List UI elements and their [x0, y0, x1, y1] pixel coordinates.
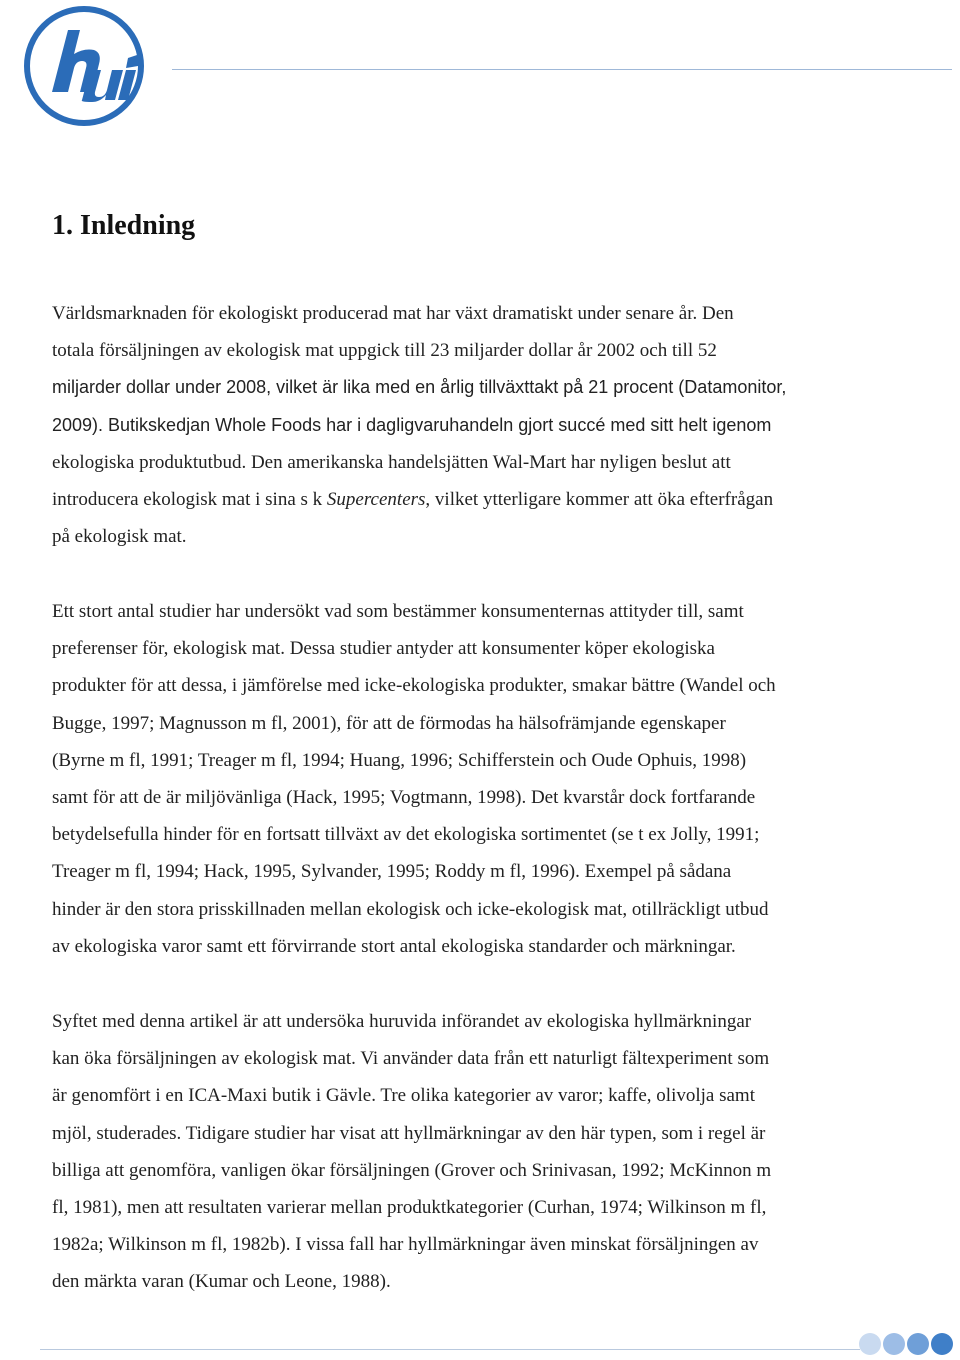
footer-rule: [40, 1349, 860, 1350]
text-line: [52, 481, 932, 518]
text-line: mjöl, studerades. Tidigare studier har visat att hyllmärkningar av den här typen, som i regel är: [52, 1122, 766, 1144]
text-line: Världsmarknaden för ekologiskt producerad mat har växt dramatiskt under senare år. Den: [52, 303, 734, 324]
text-line: produkter för att dessa, i jämförelse med icke-ekologiska produkter, smakar bättre (Wandel och: [52, 675, 776, 697]
text-line: Syftet med denna artikel är att undersöka huruvida införandet av ekologiska hyllmärkningar: [52, 1011, 752, 1032]
text-line: (Byrne m fl, 1991; Treager m fl, 1994; Huang, 1996; Schifferstein och Oude Ophuis, 1998): [52, 749, 747, 771]
text-line: betydelsefulla hinder för en fortsatt tillväxt av det ekologiska sortimentet (se t ex Jolly, 1991;: [52, 824, 760, 846]
footer-dots-ornament: [858, 1331, 958, 1357]
text-line: ekologiska produktutbud. Den amerikanska handelsjätten Wal-Mart har nyligen beslut att: [52, 451, 731, 473]
text-line: miljarder dollar under 2008, vilket är lika med en årlig tillväxttakt på 21 procent (Datamonitor,: [52, 377, 787, 398]
text-line: totala försäljningen av ekologisk mat uppgick till 23 miljarder dollar år 2002 och till 52: [52, 340, 717, 362]
footer-dot: [883, 1333, 905, 1355]
header-rule: [172, 69, 952, 70]
text-line: kan öka försäljningen av ekologisk mat. Vi använder data från ett naturligt fältexperiment som: [52, 1048, 770, 1070]
text-line: 1982a; Wilkinson m fl, 1982b). I vissa fall har hyllmärkningar även minskat försäljningen av: [52, 1234, 759, 1256]
text-line: Treager m fl, 1994; Hack, 1995, Sylvander, 1995; Roddy m fl, 1996). Exempel på sådana: [52, 861, 732, 883]
hi-logo: [22, 4, 146, 128]
logo-letters: [52, 30, 140, 102]
text-line: på ekologisk mat.: [52, 526, 187, 548]
text-line: preferenser för, ekologisk mat. Dessa studier antyder att konsumenter köper ekologiska: [52, 638, 715, 660]
text-line: samt för att de är miljövänliga (Hack, 1995; Vogtmann, 1998). Det kvarstår dock fortfarande: [52, 786, 756, 808]
text-line: hinder är den stora prisskillnaden mellan ekologisk och icke-ekologisk mat, otillräckligt utbud: [52, 898, 769, 920]
footer-dot: [907, 1333, 929, 1355]
paragraph-2: [52, 593, 932, 965]
text-line: 2009). Butikskedjan Whole Foods har i dagligvaruhandeln gjort succé med sitt helt igenom: [52, 414, 772, 435]
text-run: introducera ekologisk mat i sina s k: [52, 488, 327, 510]
text-line: av ekologiska varor samt ett förvirrande stort antal ekologiska standarder och märkningar.: [52, 935, 736, 957]
footer-dot: [931, 1333, 953, 1355]
footer-dot: [859, 1333, 881, 1355]
text-line: den märkta varan (Kumar och Leone, 1988).: [52, 1271, 391, 1293]
emphasis-supercenters: Supercenters: [326, 488, 426, 510]
text-line: fl, 1981), men att resultaten varierar mellan produktkategorier (Curhan, 1974; Wilkinson m fl,: [52, 1196, 767, 1218]
text-line: billiga att genomföra, vanligen ökar försäljningen (Grover och Srinivasan, 1992; McKinnon m: [52, 1159, 772, 1181]
text-line: Bugge, 1997; Magnusson m fl, 2001), för att de förmodas ha hälsofrämjande egenskaper: [52, 712, 726, 734]
section-heading: 1. Inledning: [52, 210, 196, 241]
text-run: , vilket ytterligare kommer att öka efterfrågan: [425, 488, 774, 510]
paragraph-1: [52, 295, 932, 555]
text-line: Ett stort antal studier har undersökt vad som bestämmer konsumenternas attityder till, samt: [52, 601, 744, 622]
paragraph-3: [52, 1003, 932, 1301]
text-line: är genomfört i en ICA-Maxi butik i Gävle. Tre olika kategorier av varor; kaffe, olivolja samt: [52, 1085, 755, 1107]
